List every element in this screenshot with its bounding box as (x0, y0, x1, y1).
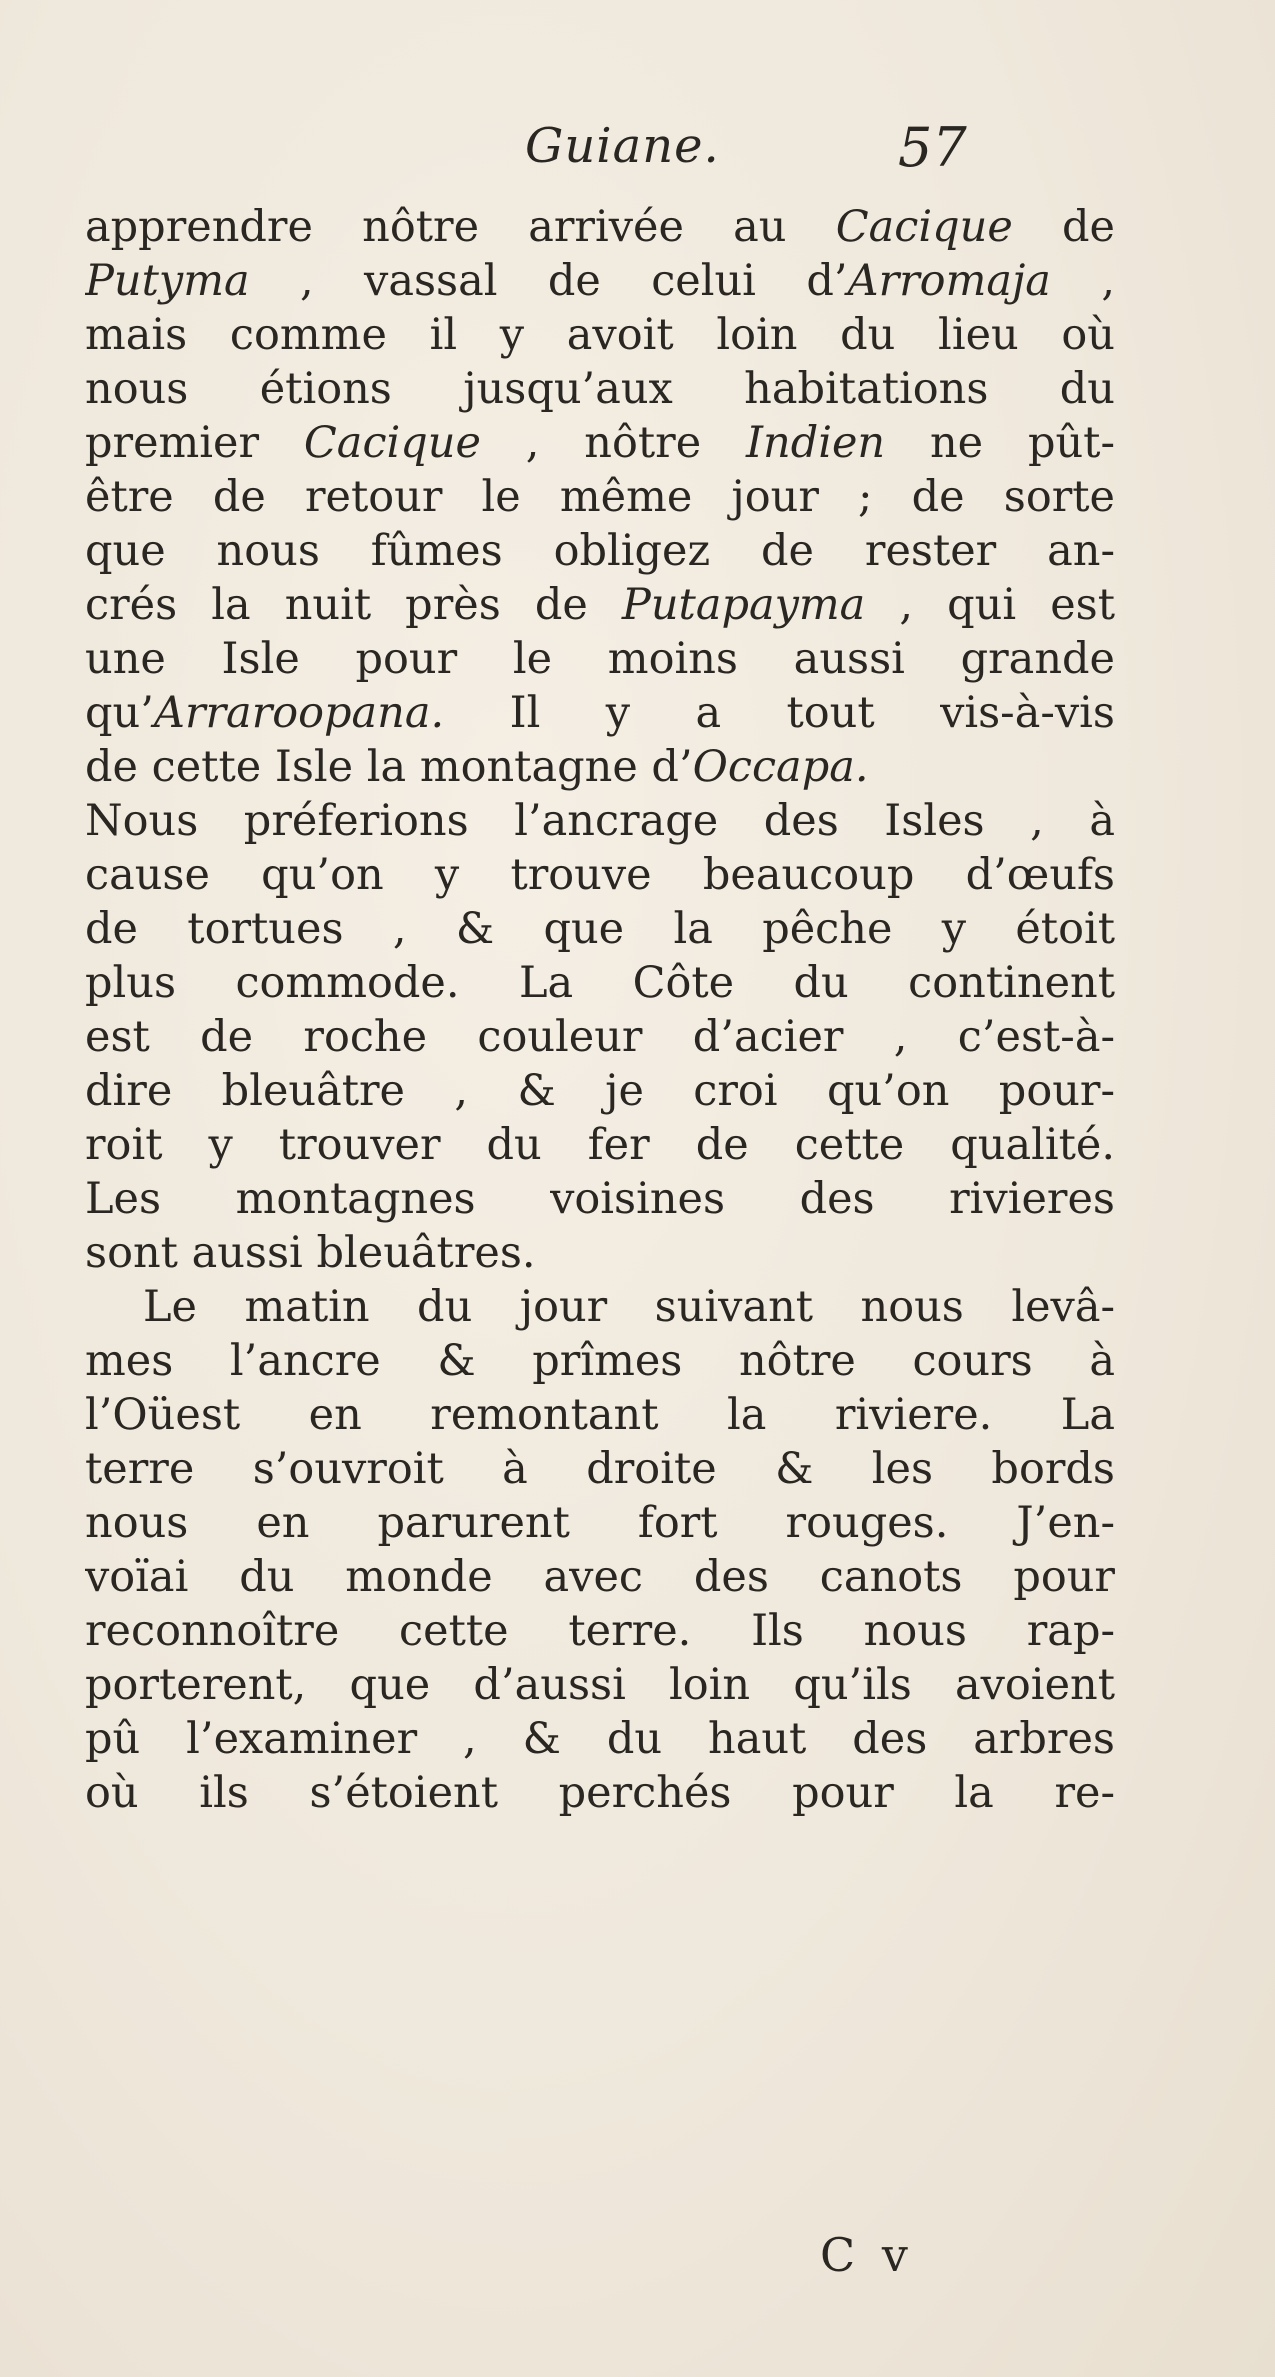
text-run: de (1012, 202, 1115, 252)
page-number: 57 (898, 116, 967, 179)
italic-text: Occapa. (692, 742, 869, 792)
text-line (85, 254, 1115, 308)
text-run: mes l’ancre & prîmes nôtre cours à (85, 1336, 1115, 1386)
text-run: reconnoître cette terre. Ils nous rap- (85, 1606, 1115, 1656)
text-line (85, 1118, 1115, 1172)
text-run: voïai du monde avec des canots pour (85, 1552, 1115, 1602)
text-run: Le matin du jour suivant nous levâ- (143, 1282, 1115, 1332)
italic-text: Putyma (85, 256, 250, 306)
text-line (85, 416, 1115, 470)
text-run: dire bleuâtre , & je croi qu’on pour- (85, 1066, 1115, 1116)
text-line (85, 578, 1115, 632)
text-line (85, 1172, 1115, 1226)
text-run: Nous préferions l’ancrage des Isles , à (85, 796, 1115, 846)
text-line (85, 1496, 1115, 1550)
text-line (85, 1658, 1115, 1712)
italic-text: Arromaja (847, 256, 1051, 306)
text-line (85, 686, 1115, 740)
text-run: Il y a tout vis-à-vis (444, 688, 1115, 738)
text-line (85, 1766, 1115, 1820)
text-run: plus commode. La Côte du continent (85, 958, 1115, 1008)
page-header (515, 118, 1175, 198)
italic-text: Arraroopana. (153, 688, 445, 738)
text-line (85, 470, 1115, 524)
text-run: , qui est (865, 580, 1115, 630)
text-line (85, 740, 1115, 794)
text-run: apprendre nôtre arrivée au (85, 202, 836, 252)
text-run: où ils s’étoient perchés pour la re- (85, 1768, 1115, 1818)
text-line (85, 308, 1115, 362)
text-run: l’Oüest en remontant la riviere. La (85, 1390, 1115, 1440)
signature-mark: C v (820, 2228, 914, 2282)
text-run: crés la nuit près de (85, 580, 622, 630)
text-run: nous en parurent fort rouges. J’en- (85, 1498, 1115, 1548)
text-run: que nous fûmes obligez de rester an- (85, 526, 1115, 576)
text-line (85, 956, 1115, 1010)
text-run: roit y trouver du fer de cette qualité. (85, 1120, 1115, 1170)
italic-text: Indien (746, 418, 886, 468)
body-text (85, 200, 1115, 1820)
text-line (85, 1388, 1115, 1442)
text-line (85, 902, 1115, 956)
text-line (85, 1010, 1115, 1064)
text-run: mais comme il y avoit loin du lieu où (85, 310, 1115, 360)
text-line (85, 1604, 1115, 1658)
text-run: nous étions jusqu’aux habitations du (85, 364, 1115, 414)
text-run: porterent, que d’aussi loin qu’ils avoient (85, 1660, 1115, 1710)
italic-text: Cacique (303, 418, 481, 468)
text-run: , (1050, 256, 1115, 306)
text-run: être de retour le même jour ; de sorte (85, 472, 1115, 522)
text-run: , vassal de celui d’ (249, 256, 848, 306)
text-run: terre s’ouvroit à droite & les bords (85, 1444, 1115, 1494)
text-run: ne pût- (885, 418, 1115, 468)
text-run: est de roche couleur d’acier , c’est-à- (85, 1012, 1115, 1062)
text-line (85, 1334, 1115, 1388)
text-line (85, 200, 1115, 254)
italic-text: Putapayma (621, 580, 866, 630)
text-line (85, 848, 1115, 902)
text-run: premier (85, 418, 304, 468)
text-line (85, 632, 1115, 686)
text-line (85, 1550, 1115, 1604)
text-line (85, 1712, 1115, 1766)
text-run: sont aussi bleuâtres. (85, 1228, 536, 1278)
text-run: de tortues , & que la pêche y étoit (85, 904, 1115, 954)
text-run: de cette Isle la montagne d’ (85, 742, 693, 792)
running-head: Guiane. (525, 118, 720, 174)
text-run: pû l’examiner , & du haut des arbres (85, 1714, 1115, 1764)
text-line (85, 794, 1115, 848)
text-line (85, 1280, 1115, 1334)
text-line (85, 1064, 1115, 1118)
text-run: , nôtre (480, 418, 747, 468)
italic-text: Cacique (835, 202, 1013, 252)
text-run: cause qu’on y trouve beaucoup d’œufs (85, 850, 1115, 900)
text-line (85, 362, 1115, 416)
text-run: Les montagnes voisines des rivieres (85, 1174, 1115, 1224)
text-line (85, 1226, 1115, 1280)
text-run: une Isle pour le moins aussi grande (85, 634, 1115, 684)
text-line (85, 1442, 1115, 1496)
text-line (85, 524, 1115, 578)
text-run: qu’ (85, 688, 154, 738)
